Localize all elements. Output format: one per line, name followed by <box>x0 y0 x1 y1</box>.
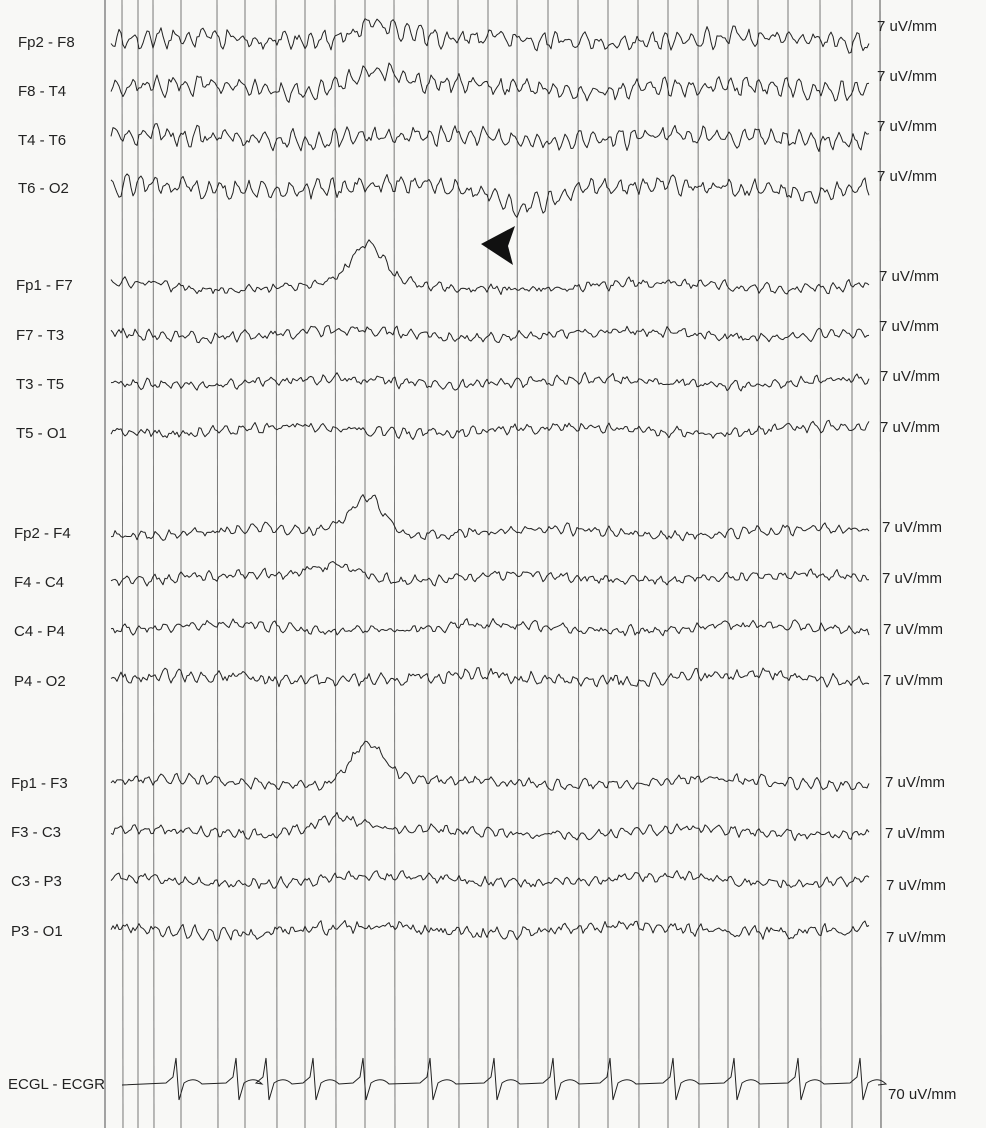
scale-label-fp1-f3: 7 uV/mm <box>885 774 946 791</box>
grid-line <box>517 0 518 1128</box>
scale-label-p3-o1: 7 uV/mm <box>886 929 947 946</box>
lead-label-f3-c3: F3 - C3 <box>11 824 62 841</box>
eeg-trace-3 <box>111 124 869 152</box>
scale-label-fp2-f4: 7 uV/mm <box>882 519 943 536</box>
lead-label-t6-o2: T6 - O2 <box>18 180 69 197</box>
lead-label-t5-o1: T5 - O1 <box>16 425 67 442</box>
lead-label-fp2-f8: Fp2 - F8 <box>18 34 75 51</box>
lead-label-f7-t3: F7 - T3 <box>16 327 65 344</box>
lead-label-fp1-f3: Fp1 - F3 <box>11 775 68 792</box>
lead-label-fp1-f7: Fp1 - F7 <box>16 277 73 294</box>
lead-label-t3-t5: T3 - T5 <box>16 376 65 393</box>
grid-line <box>458 0 459 1128</box>
scale-label-fp1-f7: 7 uV/mm <box>879 268 940 285</box>
lead-label-p3-o1: P3 - O1 <box>11 923 63 940</box>
eeg-traces <box>111 19 886 1100</box>
eeg-trace-2 <box>111 63 869 102</box>
scale-label-f8-t4: 7 uV/mm <box>877 68 938 85</box>
scale-label-f7-t3: 7 uV/mm <box>879 318 940 335</box>
scale-label-fp2-f8: 7 uV/mm <box>877 18 938 35</box>
eeg-trace-1 <box>111 19 869 54</box>
time-grid <box>105 0 881 1128</box>
lead-label-t4-t6: T4 - T6 <box>18 132 67 149</box>
grid-line <box>758 0 759 1128</box>
eeg-trace-6 <box>111 326 869 344</box>
arrowhead-icon <box>481 226 515 265</box>
grid-line <box>217 0 218 1128</box>
eeg-trace-10 <box>111 562 869 587</box>
grid-line <box>638 0 639 1128</box>
grid-line <box>820 0 821 1128</box>
grid-line <box>122 0 123 1128</box>
eeg-trace-14 <box>111 812 869 840</box>
lead-label-ecg: ECGL - ECGR <box>8 1076 105 1093</box>
eeg-trace-4 <box>111 174 869 218</box>
scale-label-p4-o2: 7 uV/mm <box>883 672 944 689</box>
eeg-trace-9 <box>111 495 869 541</box>
ecg-trace <box>122 1058 886 1100</box>
eeg-trace-8 <box>111 420 869 439</box>
lead-label-f8-t4: F8 - T4 <box>18 83 67 100</box>
scale-label-c4-p4: 7 uV/mm <box>883 621 944 638</box>
scale-label-f4-c4: 7 uV/mm <box>882 570 943 587</box>
scale-label-t6-o2: 7 uV/mm <box>877 168 938 185</box>
grid-line <box>394 0 395 1128</box>
lead-label-fp2-f4: Fp2 - F4 <box>14 525 71 542</box>
lead-label-c4-p4: C4 - P4 <box>14 623 65 640</box>
grid-line <box>276 0 277 1128</box>
scale-label-ecg: 70 uV/mm <box>888 1086 957 1103</box>
eeg-trace-11 <box>111 619 869 636</box>
scale-label-f3-c3: 7 uV/mm <box>885 825 946 842</box>
scale-label-c3-p3: 7 uV/mm <box>886 877 947 894</box>
eeg-trace-12 <box>111 668 869 688</box>
eeg-trace-13 <box>111 741 869 791</box>
lead-label-p4-o2: P4 - O2 <box>14 673 66 690</box>
eeg-trace-16 <box>111 921 869 942</box>
scale-label-t5-o1: 7 uV/mm <box>880 419 941 436</box>
eeg-trace-15 <box>111 871 869 889</box>
lead-label-f4-c4: F4 - C4 <box>14 574 65 591</box>
lead-label-c3-p3: C3 - P3 <box>11 873 62 890</box>
grid-line <box>698 0 699 1128</box>
scale-label-t3-t5: 7 uV/mm <box>880 368 941 385</box>
eeg-trace-7 <box>111 372 869 391</box>
scale-label-t4-t6: 7 uV/mm <box>877 118 938 135</box>
grid-line <box>153 0 154 1128</box>
grid-line <box>578 0 579 1128</box>
